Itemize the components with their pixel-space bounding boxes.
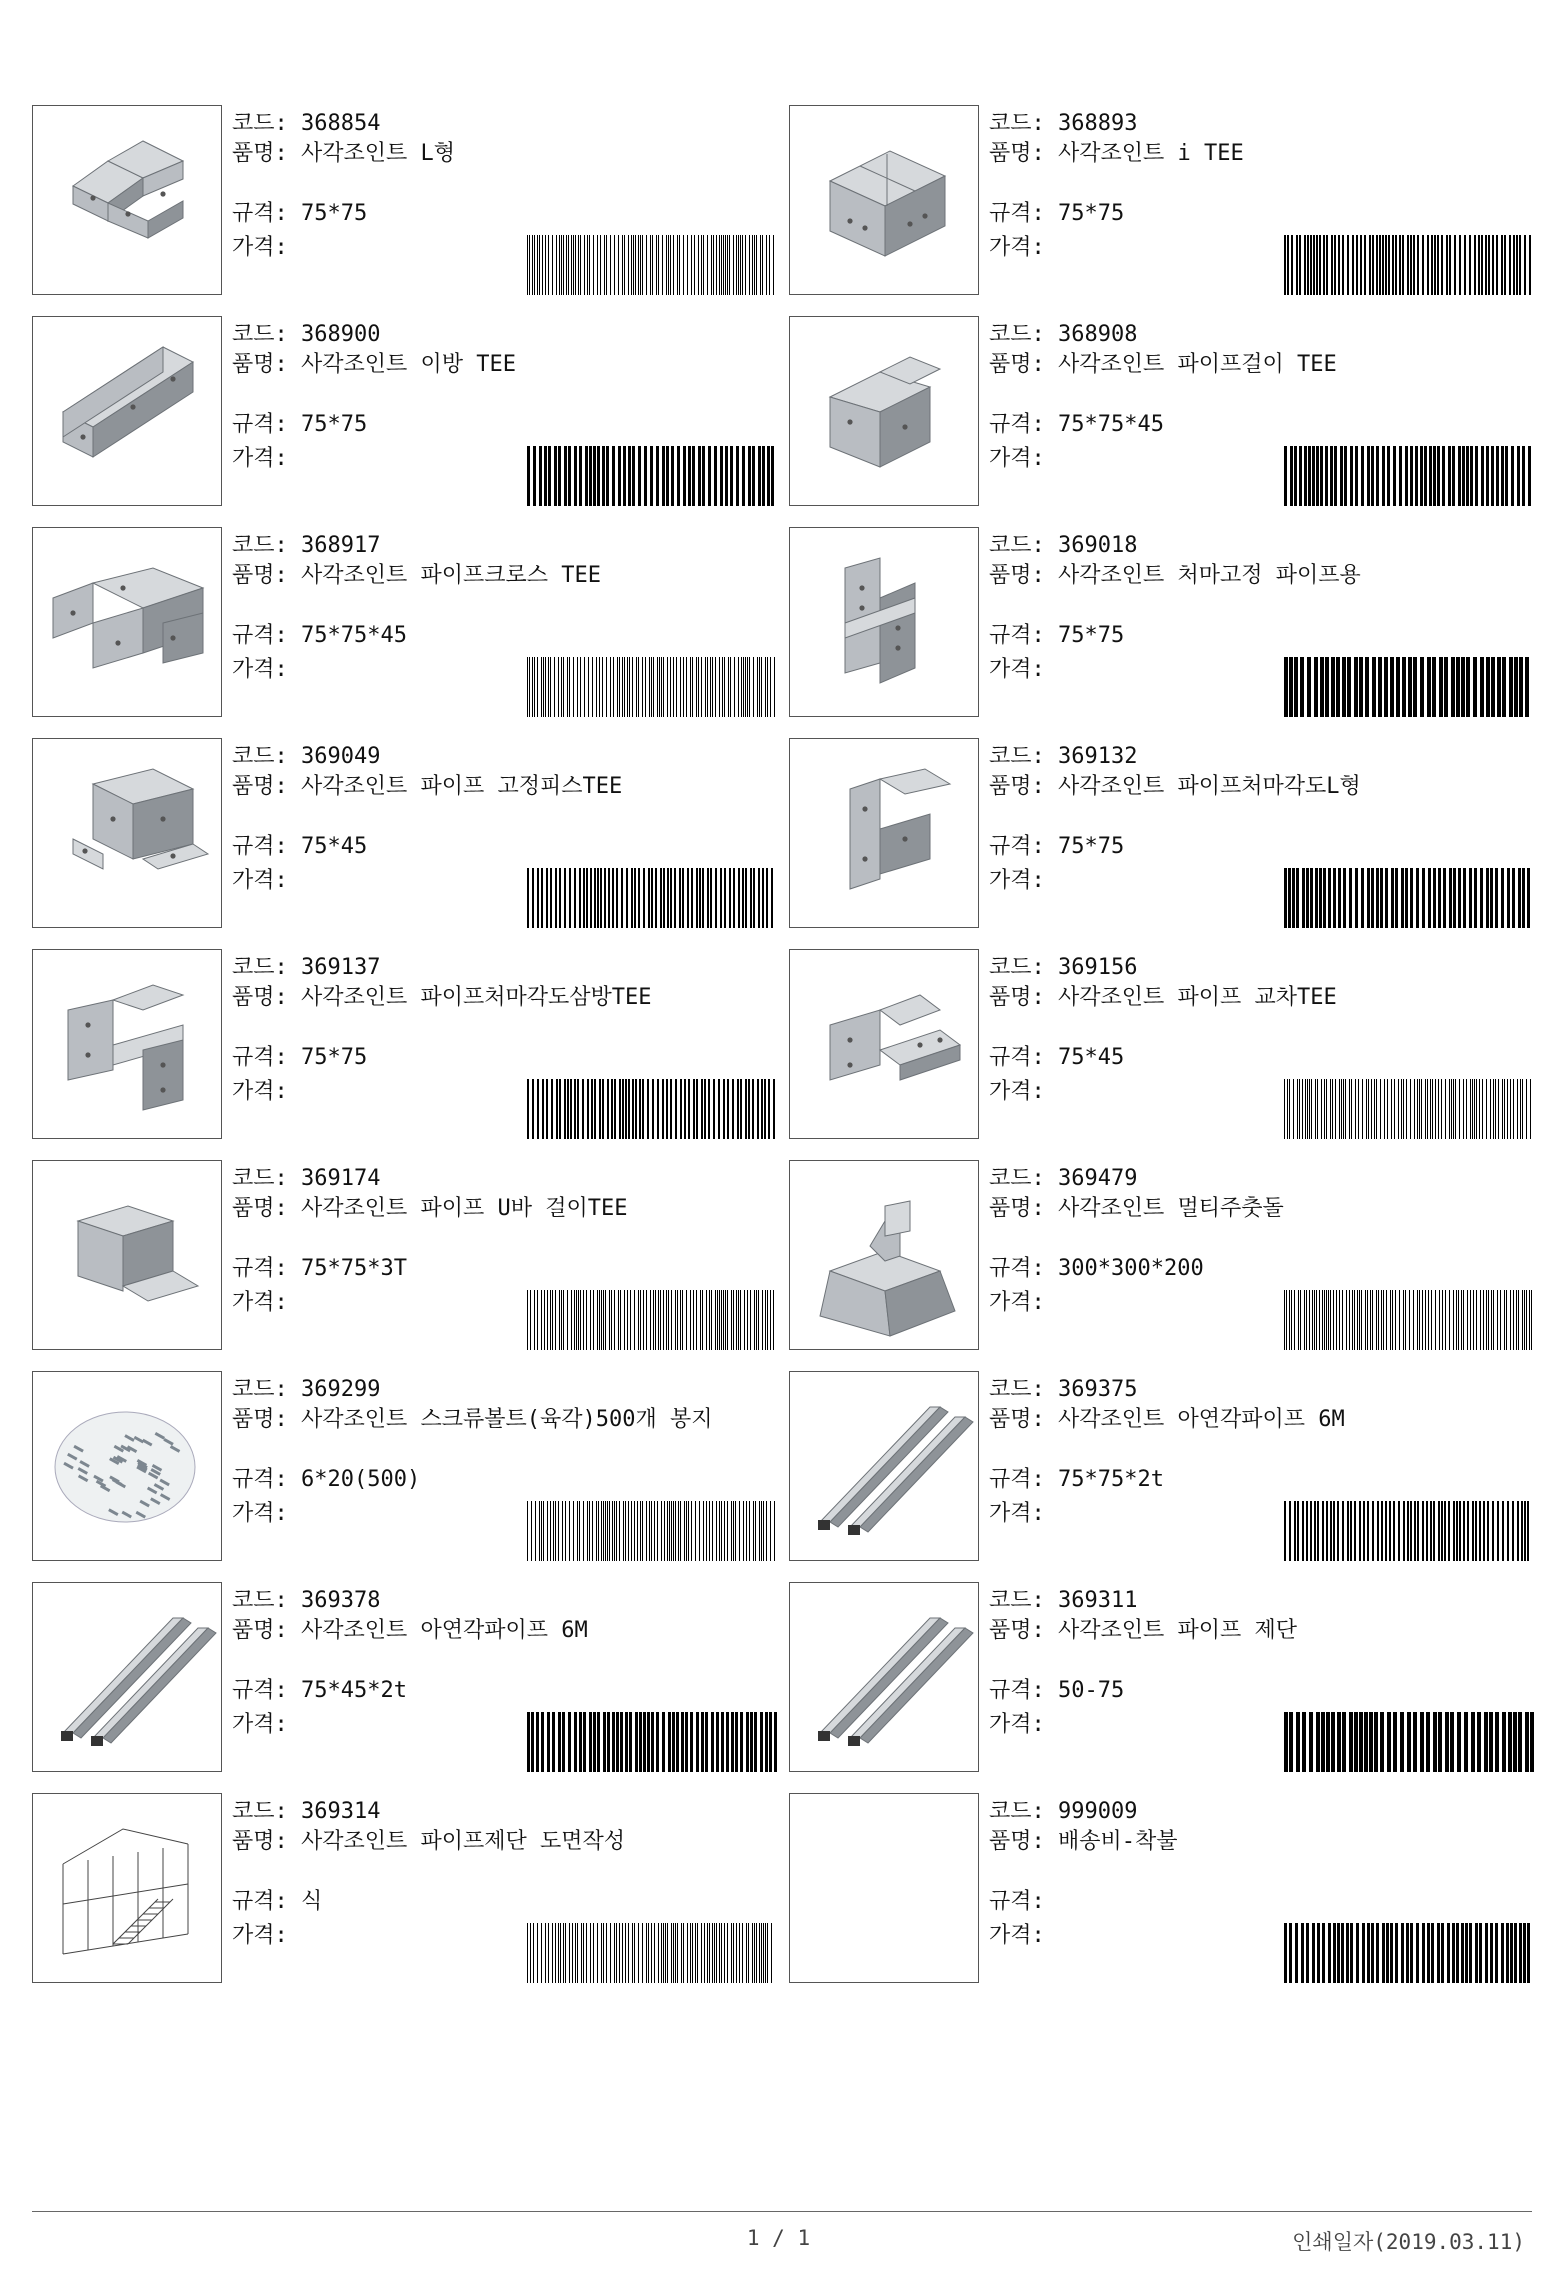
spec-label: 규격: bbox=[232, 834, 301, 859]
product-row bbox=[32, 738, 1532, 949]
price-label: 가격: bbox=[989, 1712, 1045, 1737]
spec-value: 75*75 bbox=[301, 201, 368, 226]
spec-label: 규격: bbox=[232, 1045, 301, 1070]
name-value: 사각조인트 아연각파이프 6M bbox=[301, 1618, 588, 1643]
product-spec bbox=[989, 410, 1164, 440]
product-price bbox=[989, 655, 1045, 685]
spec-value: 75*75*3T bbox=[301, 1256, 407, 1281]
code-value: 369314 bbox=[301, 1799, 381, 1824]
code-label: 코드: bbox=[989, 955, 1058, 980]
name-label: 품명: bbox=[232, 141, 301, 166]
product-code bbox=[232, 531, 380, 561]
product-spec bbox=[232, 621, 407, 651]
code-value: 368893 bbox=[1058, 111, 1138, 136]
product-card bbox=[789, 316, 1534, 506]
name-label: 품명: bbox=[989, 774, 1058, 799]
code-value: 369375 bbox=[1058, 1377, 1138, 1402]
name-label: 품명: bbox=[989, 352, 1058, 377]
product-code bbox=[989, 320, 1137, 350]
code-label: 코드: bbox=[989, 1166, 1058, 1191]
frame-drawing-icon bbox=[33, 1794, 221, 1982]
spec-label: 규격: bbox=[232, 1467, 301, 1492]
code-value: 369299 bbox=[301, 1377, 381, 1402]
product-name bbox=[989, 139, 1529, 169]
product-price bbox=[989, 1921, 1045, 1951]
code-value: 369156 bbox=[1058, 955, 1138, 980]
product-name bbox=[232, 1405, 772, 1435]
name-label: 품명: bbox=[989, 1407, 1058, 1432]
spec-label: 규격: bbox=[232, 412, 301, 437]
name-value: 사각조인트 멀티주춧돌 bbox=[1058, 1196, 1284, 1221]
name-value: 사각조인트 파이프 교차TEE bbox=[1058, 985, 1337, 1010]
product-name bbox=[232, 1827, 772, 1857]
screw-bag-icon bbox=[33, 1372, 221, 1560]
product-image bbox=[32, 527, 222, 717]
barcode-icon bbox=[527, 868, 777, 928]
product-image bbox=[789, 1371, 979, 1561]
spec-value: 75*75 bbox=[1058, 834, 1125, 859]
product-card bbox=[789, 1582, 1534, 1772]
product-code bbox=[989, 1375, 1137, 1405]
price-label: 가격: bbox=[232, 1290, 288, 1315]
product-code bbox=[989, 1797, 1137, 1827]
product-card bbox=[32, 1371, 777, 1561]
spec-label: 규격: bbox=[232, 1889, 301, 1914]
square-pipe-icon bbox=[33, 1583, 221, 1771]
product-spec bbox=[232, 1465, 420, 1495]
price-label: 가격: bbox=[232, 657, 288, 682]
spec-value: 75*75*2t bbox=[1058, 1467, 1164, 1492]
product-spec bbox=[989, 199, 1124, 229]
code-label: 코드: bbox=[989, 1799, 1058, 1824]
code-label: 코드: bbox=[989, 1377, 1058, 1402]
barcode-icon bbox=[1284, 1290, 1534, 1350]
i-tee-joint-icon bbox=[790, 106, 978, 294]
code-label: 코드: bbox=[232, 1588, 301, 1613]
product-name bbox=[232, 350, 772, 380]
spec-label: 규격: bbox=[989, 1256, 1058, 1281]
name-value: 사각조인트 파이프 고정피스TEE bbox=[301, 774, 623, 799]
price-label: 가격: bbox=[989, 657, 1045, 682]
product-name bbox=[989, 1194, 1529, 1224]
eave-angle-l-icon bbox=[790, 739, 978, 927]
code-value: 369049 bbox=[301, 744, 381, 769]
spec-value: 300*300*200 bbox=[1058, 1256, 1204, 1281]
code-label: 코드: bbox=[232, 1166, 301, 1191]
product-code bbox=[989, 1586, 1137, 1616]
product-spec bbox=[232, 1887, 322, 1917]
product-row bbox=[32, 316, 1532, 527]
product-code bbox=[232, 953, 380, 983]
name-value: 사각조인트 파이프제단 도면작성 bbox=[301, 1829, 626, 1854]
product-row bbox=[32, 1582, 1532, 1793]
product-row bbox=[32, 1371, 1532, 1582]
product-code bbox=[232, 109, 380, 139]
pipe-hanger-tee-icon bbox=[790, 317, 978, 505]
name-value: 사각조인트 파이프 제단 bbox=[1058, 1618, 1298, 1643]
product-grid bbox=[32, 105, 1532, 2004]
code-value: 369479 bbox=[1058, 1166, 1138, 1191]
product-image bbox=[32, 1582, 222, 1772]
price-label: 가격: bbox=[989, 446, 1045, 471]
spec-value: 75*75 bbox=[301, 412, 368, 437]
spec-label: 규격: bbox=[232, 201, 301, 226]
footer-divider bbox=[32, 2211, 1532, 2212]
name-value: 사각조인트 L형 bbox=[301, 141, 456, 166]
price-label: 가격: bbox=[232, 235, 288, 260]
spec-value: 75*45 bbox=[301, 834, 368, 859]
product-price bbox=[989, 866, 1045, 896]
name-value: 사각조인트 아연각파이프 6M bbox=[1058, 1407, 1345, 1432]
code-value: 368900 bbox=[301, 322, 381, 347]
product-name bbox=[989, 350, 1529, 380]
name-label: 품명: bbox=[232, 1829, 301, 1854]
code-label: 코드: bbox=[232, 744, 301, 769]
product-image bbox=[32, 316, 222, 506]
spec-label: 규격: bbox=[232, 1678, 301, 1703]
product-code bbox=[989, 953, 1137, 983]
code-value: 369132 bbox=[1058, 744, 1138, 769]
barcode-icon bbox=[1284, 1712, 1534, 1772]
product-row bbox=[32, 527, 1532, 738]
spec-value: 75*75*45 bbox=[1058, 412, 1164, 437]
product-price bbox=[989, 1499, 1045, 1529]
spec-value: 75*75 bbox=[301, 1045, 368, 1070]
product-name bbox=[232, 139, 772, 169]
code-value: 369018 bbox=[1058, 533, 1138, 558]
code-label: 코드: bbox=[232, 1799, 301, 1824]
spec-value: 75*75*45 bbox=[301, 623, 407, 648]
l-joint-icon bbox=[33, 106, 221, 294]
product-spec bbox=[989, 621, 1124, 651]
product-image bbox=[789, 1582, 979, 1772]
price-label: 가격: bbox=[232, 1079, 288, 1104]
code-label: 코드: bbox=[989, 322, 1058, 347]
product-name bbox=[989, 1827, 1529, 1857]
product-price bbox=[989, 1710, 1045, 1740]
pipe-cross-tee-icon bbox=[33, 528, 221, 716]
product-card bbox=[32, 949, 777, 1139]
barcode-icon bbox=[527, 1923, 777, 1983]
name-value: 배송비-착불 bbox=[1058, 1829, 1178, 1854]
code-label: 코드: bbox=[989, 533, 1058, 558]
spec-label: 규격: bbox=[989, 1889, 1045, 1914]
product-name bbox=[989, 1405, 1529, 1435]
product-price bbox=[989, 1077, 1045, 1107]
spec-label: 규격: bbox=[232, 623, 301, 648]
product-image bbox=[789, 316, 979, 506]
name-label: 품명: bbox=[232, 1196, 301, 1221]
two-way-tee-icon bbox=[33, 317, 221, 505]
spec-label: 규격: bbox=[989, 201, 1058, 226]
price-label: 가격: bbox=[989, 1290, 1045, 1315]
product-code bbox=[232, 1797, 380, 1827]
product-card bbox=[789, 738, 1534, 928]
product-image bbox=[789, 949, 979, 1139]
product-image bbox=[32, 1371, 222, 1561]
product-card bbox=[32, 1793, 777, 1983]
product-code bbox=[989, 742, 1137, 772]
price-label: 가격: bbox=[989, 1501, 1045, 1526]
product-code bbox=[989, 109, 1137, 139]
name-label: 품명: bbox=[232, 985, 301, 1010]
cross-tee-icon bbox=[790, 950, 978, 1138]
pipe-fix-tee-icon bbox=[33, 739, 221, 927]
spec-value: 75*75 bbox=[1058, 201, 1125, 226]
product-code bbox=[989, 1164, 1137, 1194]
spec-label: 규격: bbox=[232, 1256, 301, 1281]
code-label: 코드: bbox=[232, 322, 301, 347]
product-spec bbox=[989, 1254, 1204, 1284]
code-value: 369378 bbox=[301, 1588, 381, 1613]
name-label: 품명: bbox=[989, 141, 1058, 166]
product-name bbox=[989, 983, 1529, 1013]
price-label: 가격: bbox=[232, 1923, 288, 1948]
name-label: 품명: bbox=[232, 352, 301, 377]
code-label: 코드: bbox=[232, 1377, 301, 1402]
product-card bbox=[789, 105, 1534, 295]
code-label: 코드: bbox=[232, 533, 301, 558]
barcode-icon bbox=[1284, 868, 1534, 928]
name-label: 품명: bbox=[989, 985, 1058, 1010]
product-image bbox=[32, 738, 222, 928]
code-value: 369137 bbox=[301, 955, 381, 980]
product-spec bbox=[232, 832, 367, 862]
product-card bbox=[32, 527, 777, 717]
code-label: 코드: bbox=[989, 1588, 1058, 1613]
product-price bbox=[232, 1710, 288, 1740]
spec-value: 식 bbox=[301, 1889, 323, 1914]
price-label: 가격: bbox=[232, 1501, 288, 1526]
product-name bbox=[989, 561, 1529, 591]
product-code bbox=[989, 531, 1137, 561]
product-image bbox=[32, 1793, 222, 1983]
print-date: 인쇄일자(2019.03.11) bbox=[1292, 2230, 1525, 2254]
product-price bbox=[232, 1921, 288, 1951]
name-value: 사각조인트 이방 TEE bbox=[301, 352, 516, 377]
name-label: 품명: bbox=[989, 1829, 1058, 1854]
product-spec bbox=[989, 1465, 1164, 1495]
price-label: 가격: bbox=[232, 868, 288, 893]
product-price bbox=[232, 1288, 288, 1318]
code-label: 코드: bbox=[232, 955, 301, 980]
square-pipe-icon bbox=[790, 1372, 978, 1560]
product-name bbox=[989, 1616, 1529, 1646]
code-value: 368908 bbox=[1058, 322, 1138, 347]
name-value: 사각조인트 파이프크로스 TEE bbox=[301, 563, 601, 588]
product-code bbox=[232, 1586, 380, 1616]
product-card bbox=[32, 738, 777, 928]
spec-label: 규격: bbox=[989, 1678, 1058, 1703]
product-code bbox=[232, 1164, 380, 1194]
name-value: 사각조인트 i TEE bbox=[1058, 141, 1244, 166]
product-card bbox=[789, 527, 1534, 717]
name-value: 사각조인트 처마고정 파이프용 bbox=[1058, 563, 1361, 588]
product-price bbox=[232, 233, 288, 263]
product-row bbox=[32, 1793, 1532, 2004]
barcode-icon bbox=[1284, 657, 1534, 717]
product-spec bbox=[989, 832, 1124, 862]
barcode-icon bbox=[527, 1712, 777, 1772]
price-label: 가격: bbox=[989, 1923, 1045, 1948]
spec-value: 75*75 bbox=[1058, 623, 1125, 648]
price-label: 가격: bbox=[989, 1079, 1045, 1104]
name-value: 사각조인트 스크류볼트(육각)500개 봉지 bbox=[301, 1407, 713, 1432]
product-row bbox=[32, 949, 1532, 1160]
product-price bbox=[989, 233, 1045, 263]
product-row bbox=[32, 1160, 1532, 1371]
code-value: 999009 bbox=[1058, 1799, 1138, 1824]
product-image bbox=[32, 105, 222, 295]
product-card bbox=[32, 316, 777, 506]
product-card bbox=[32, 1582, 777, 1772]
barcode-icon bbox=[527, 657, 777, 717]
name-label: 품명: bbox=[232, 563, 301, 588]
product-price bbox=[232, 444, 288, 474]
foundation-stone-icon bbox=[790, 1161, 978, 1349]
name-label: 품명: bbox=[989, 563, 1058, 588]
code-label: 코드: bbox=[989, 744, 1058, 769]
product-price bbox=[232, 866, 288, 896]
spec-value: 50-75 bbox=[1058, 1678, 1125, 1703]
product-image bbox=[789, 105, 979, 295]
product-name bbox=[232, 561, 772, 591]
product-spec bbox=[232, 410, 367, 440]
product-code bbox=[232, 742, 380, 772]
eave-angle-three-way-icon bbox=[33, 950, 221, 1138]
product-card bbox=[789, 1371, 1534, 1561]
product-price bbox=[232, 1077, 288, 1107]
product-name bbox=[232, 1616, 772, 1646]
spec-label: 규격: bbox=[989, 834, 1058, 859]
code-value: 369174 bbox=[301, 1166, 381, 1191]
product-spec bbox=[232, 199, 367, 229]
barcode-icon bbox=[1284, 1923, 1534, 1983]
product-name bbox=[232, 772, 772, 802]
barcode-icon bbox=[527, 1079, 777, 1139]
barcode-icon bbox=[527, 1290, 777, 1350]
code-value: 369311 bbox=[1058, 1588, 1138, 1613]
product-image bbox=[32, 949, 222, 1139]
name-value: 사각조인트 파이프처마각도삼방TEE bbox=[301, 985, 652, 1010]
name-label: 품명: bbox=[989, 1196, 1058, 1221]
product-spec bbox=[232, 1676, 407, 1706]
product-spec bbox=[989, 1887, 1045, 1917]
product-image bbox=[789, 1160, 979, 1350]
barcode-icon bbox=[1284, 235, 1534, 295]
page-number: 1 / 1 bbox=[746, 2226, 811, 2250]
name-value: 사각조인트 파이프 U바 걸이TEE bbox=[301, 1196, 628, 1221]
barcode-icon bbox=[1284, 446, 1534, 506]
product-price bbox=[232, 655, 288, 685]
price-label: 가격: bbox=[232, 1712, 288, 1737]
code-label: 코드: bbox=[232, 111, 301, 136]
u-bar-hanger-icon bbox=[33, 1161, 221, 1349]
product-name bbox=[989, 772, 1529, 802]
name-label: 품명: bbox=[232, 1407, 301, 1432]
barcode-icon bbox=[1284, 1079, 1534, 1139]
product-card bbox=[789, 1793, 1534, 1983]
spec-value: 75*45 bbox=[1058, 1045, 1125, 1070]
product-spec bbox=[232, 1043, 367, 1073]
product-price bbox=[989, 444, 1045, 474]
product-card bbox=[32, 105, 777, 295]
name-value: 사각조인트 파이프처마각도L형 bbox=[1058, 774, 1361, 799]
product-image bbox=[789, 738, 979, 928]
empty-image bbox=[790, 1794, 978, 1982]
product-spec bbox=[989, 1676, 1124, 1706]
product-price bbox=[232, 1499, 288, 1529]
spec-label: 규격: bbox=[989, 1045, 1058, 1070]
product-image bbox=[789, 527, 979, 717]
product-card bbox=[32, 1160, 777, 1350]
square-pipe-icon bbox=[790, 1583, 978, 1771]
product-code bbox=[232, 320, 380, 350]
code-value: 368854 bbox=[301, 111, 381, 136]
product-card bbox=[789, 1160, 1534, 1350]
barcode-icon bbox=[527, 235, 777, 295]
spec-label: 규격: bbox=[989, 412, 1058, 437]
product-code bbox=[232, 1375, 380, 1405]
product-name bbox=[232, 983, 772, 1013]
code-label: 코드: bbox=[989, 111, 1058, 136]
name-label: 품명: bbox=[232, 1618, 301, 1643]
price-label: 가격: bbox=[989, 235, 1045, 260]
product-spec bbox=[232, 1254, 407, 1284]
barcode-icon bbox=[527, 446, 777, 506]
product-image bbox=[32, 1160, 222, 1350]
price-label: 가격: bbox=[989, 868, 1045, 893]
name-value: 사각조인트 파이프걸이 TEE bbox=[1058, 352, 1337, 377]
product-row bbox=[32, 105, 1532, 316]
code-value: 368917 bbox=[301, 533, 381, 558]
product-card bbox=[789, 949, 1534, 1139]
product-spec bbox=[989, 1043, 1124, 1073]
barcode-icon bbox=[1284, 1501, 1534, 1561]
spec-value: 75*45*2t bbox=[301, 1678, 407, 1703]
spec-value: 6*20(500) bbox=[301, 1467, 421, 1492]
product-name bbox=[232, 1194, 772, 1224]
product-image bbox=[789, 1793, 979, 1983]
spec-label: 규격: bbox=[989, 623, 1058, 648]
spec-label: 규격: bbox=[989, 1467, 1058, 1492]
name-label: 품명: bbox=[232, 774, 301, 799]
name-label: 품명: bbox=[989, 1618, 1058, 1643]
product-price bbox=[989, 1288, 1045, 1318]
eave-fix-icon bbox=[790, 528, 978, 716]
price-label: 가격: bbox=[232, 446, 288, 471]
barcode-icon bbox=[527, 1501, 777, 1561]
